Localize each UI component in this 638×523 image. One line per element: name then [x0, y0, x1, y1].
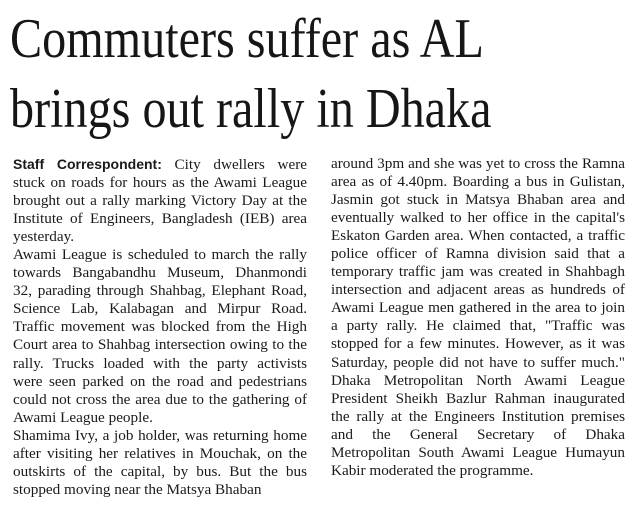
byline: Staff Correspondent:: [13, 156, 162, 172]
headline-line-1: Commuters suffer as AL: [10, 8, 484, 70]
headline-line-2: brings out rally in Dhaka: [10, 78, 492, 140]
headline: [10, 4, 543, 144]
article-body: [13, 155, 625, 517]
column-left: [13, 155, 307, 499]
paragraph-commuter-start: Shamima Ivy, a job holder, was returning home after visiting her relatives in Mouchak, on the outskirts of the capital, by bus. But the bus stopped moving near the Matsya Bhaban: [13, 426, 307, 498]
lead-paragraph-text: City dwellers were stuck on roads for hours as the Awami League brought out a rally marking Victory Day at the Institute of Engineers, Bangladesh (IEB) area yesterday.: [13, 156, 308, 246]
paragraph-rally-route: Awami League is scheduled to march the rally towards Bangabandhu Museum, Dhanmondi 32, parading through Shahbag, Elephant Road, Science Lab, Kalabagan and Mirpur Road. Traffic movement was blocked from the High Court area to Shahbag intersection owing to the rally. Trucks loaded with the party activists were seen parked on the road and pedestrians could not cross the area due to the gathering of Awami League people.: [13, 246, 307, 426]
column-right: [331, 155, 625, 480]
paragraph-commuter-continued: around 3pm and she was yet to cross the Ramna area as of 4.40pm. Boarding a bus in Gulistan, Jasmin got stuck in Matsya Bhaban area and eventually walked to her office in the capital's Eskaton Garden area. When contacted, a traffic police officer of Ramna division said that a temporary traffic jam was created in Shahbagh intersection and adjacent areas as hundreds of Awami League men gathered in the area to join a party rally. He claimed that, "Traffic was stopped for a few minutes. However, as it was Saturday, people did not have to suffer much." Dhaka Metropolitan North Awami League President Sheikh Bazlur Rahman inaugurated the rally at the Engineers Institution premises and the General Secretary of Dhaka Metropolitan South Awami League Humayun Kabir moderated the programme.: [331, 155, 625, 479]
lead-paragraph: [13, 155, 307, 246]
